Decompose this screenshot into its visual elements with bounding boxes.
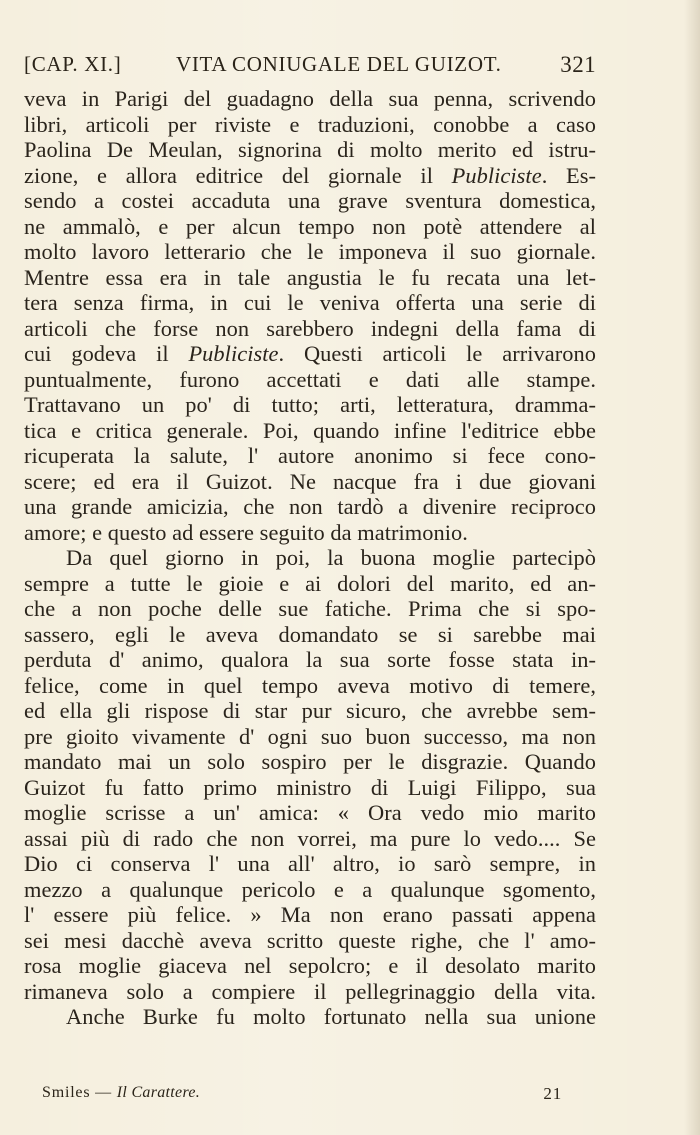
- text-line: Mentre essa era in tale angustia le fu recata una let-: [24, 264, 596, 290]
- footer-signature: [42, 1084, 200, 1102]
- chapter-label: [CAP. XI.]: [24, 52, 122, 76]
- italic-title: Publiciste: [188, 341, 279, 366]
- text-line: perduta d' animo, qualora la sua sorte fosse stata in-: [24, 647, 596, 672]
- text-segment: . Es-: [541, 162, 596, 188]
- text-line: tica e critica generale. Poi, quando infine l'editrice ebbe: [24, 417, 596, 443]
- text-line: scere; ed era il Guizot. Ne nacque fra i due giovani: [24, 468, 596, 494]
- text-line: rimaneva solo a compiere il pellegrinaggio della vita.: [24, 978, 596, 1004]
- text-line: ne ammalò, e per alcun tempo non potè attendere al: [24, 213, 596, 239]
- running-header: [24, 52, 596, 80]
- text-segment: . Questi articoli le arrivarono: [278, 341, 596, 366]
- text-line: amore; e questo ad essere seguito da matrimonio.: [24, 519, 468, 545]
- text-line: sendo a costei accaduta una grave sventura domestica,: [24, 188, 596, 213]
- text-line: [24, 163, 596, 189]
- text-line: Anche Burke fu molto fortunato nella sua unione: [66, 1004, 596, 1029]
- text-line: molto lavoro letterario che le imponeva il suo giornale.: [24, 239, 596, 264]
- page-number: 321: [560, 52, 596, 77]
- text-line: sassero, egli le aveva domandato se si sarebbe mai: [24, 621, 596, 647]
- page-edge-shadow: [684, 0, 700, 1135]
- text-line: una grande amicizia, che non tardò a divenire reciproco: [24, 494, 596, 519]
- text-line: che a non poche delle sue fatiche. Prima che si spo-: [24, 596, 596, 621]
- text-line: ricuperata la salute, l' autore anonimo si fece cono-: [24, 443, 596, 468]
- text-line: Da quel giorno in poi, la buona moglie partecipò: [66, 545, 596, 570]
- text-line: tera senza firma, in cui le veniva offerta una serie di: [24, 290, 596, 315]
- footer-author: Smiles: [42, 1084, 91, 1101]
- text-line: ed ella gli rispose di star pur sicuro, che avrebbe sem-: [24, 698, 596, 723]
- text-line: Dio ci conserva l' una all' altro, io sarò sempre, in: [24, 851, 596, 876]
- text-line: articoli che forse non sarebbero indegni della fama di: [24, 315, 596, 341]
- text-line: pre gioito vivamente d' ogni suo buon successo, ma non: [24, 723, 596, 749]
- text-line: moglie scrisse a un' amica: « Ora vedo mio marito: [24, 800, 596, 825]
- body-text: [24, 86, 596, 1030]
- text-line: Guizot fu fatto primo ministro di Luigi Filippo, sua: [24, 774, 596, 800]
- text-line: felice, come in quel tempo aveva motivo di temere,: [24, 672, 596, 698]
- text-segment: cui godeva il: [24, 341, 189, 366]
- footer-work-title: Il Carattere.: [116, 1084, 201, 1101]
- footer-separator: —: [90, 1084, 117, 1101]
- text-line: rosa moglie giaceva nel sepolcro; e il desolato marito: [24, 953, 596, 978]
- running-title: VITA CONIUGALE DEL GUIZOT.: [176, 52, 502, 76]
- text-line: mezzo a qualunque pericolo e a qualunque sgomento,: [24, 876, 596, 902]
- text-line: [24, 341, 596, 367]
- text-line: Paolina De Meulan, signorina di molto merito ed istru-: [24, 137, 596, 162]
- text-line: sempre a tutte le gioie e ai dolori del marito, ed an-: [24, 570, 596, 596]
- text-line: Trattavano un po' di tutto; arti, letteratura, dramma-: [24, 392, 596, 417]
- text-segment: zione, e allora editrice del giornale il: [24, 162, 452, 188]
- text-line: mandato mai un solo sospiro per le disgrazie. Quando: [24, 749, 596, 774]
- text-line: libri, articoli per riviste e traduzioni, conobbe a caso: [24, 111, 596, 137]
- text-line: veva in Parigi del guadagno della sua penna, scrivendo: [24, 86, 596, 111]
- page-footer: [42, 1084, 562, 1108]
- text-line: sei mesi dacchè aveva scritto queste righe, che l' amo-: [24, 927, 596, 953]
- text-line: l' essere più felice. » Ma non erano passati appena: [24, 902, 596, 927]
- text-line: puntualmente, furono accettati e dati alle stampe.: [24, 366, 596, 392]
- italic-title: Publiciste: [451, 162, 542, 188]
- signature-mark: 21: [543, 1084, 562, 1103]
- text-line: assai più di rado che non vorrei, ma pure lo vedo.... Se: [24, 825, 596, 851]
